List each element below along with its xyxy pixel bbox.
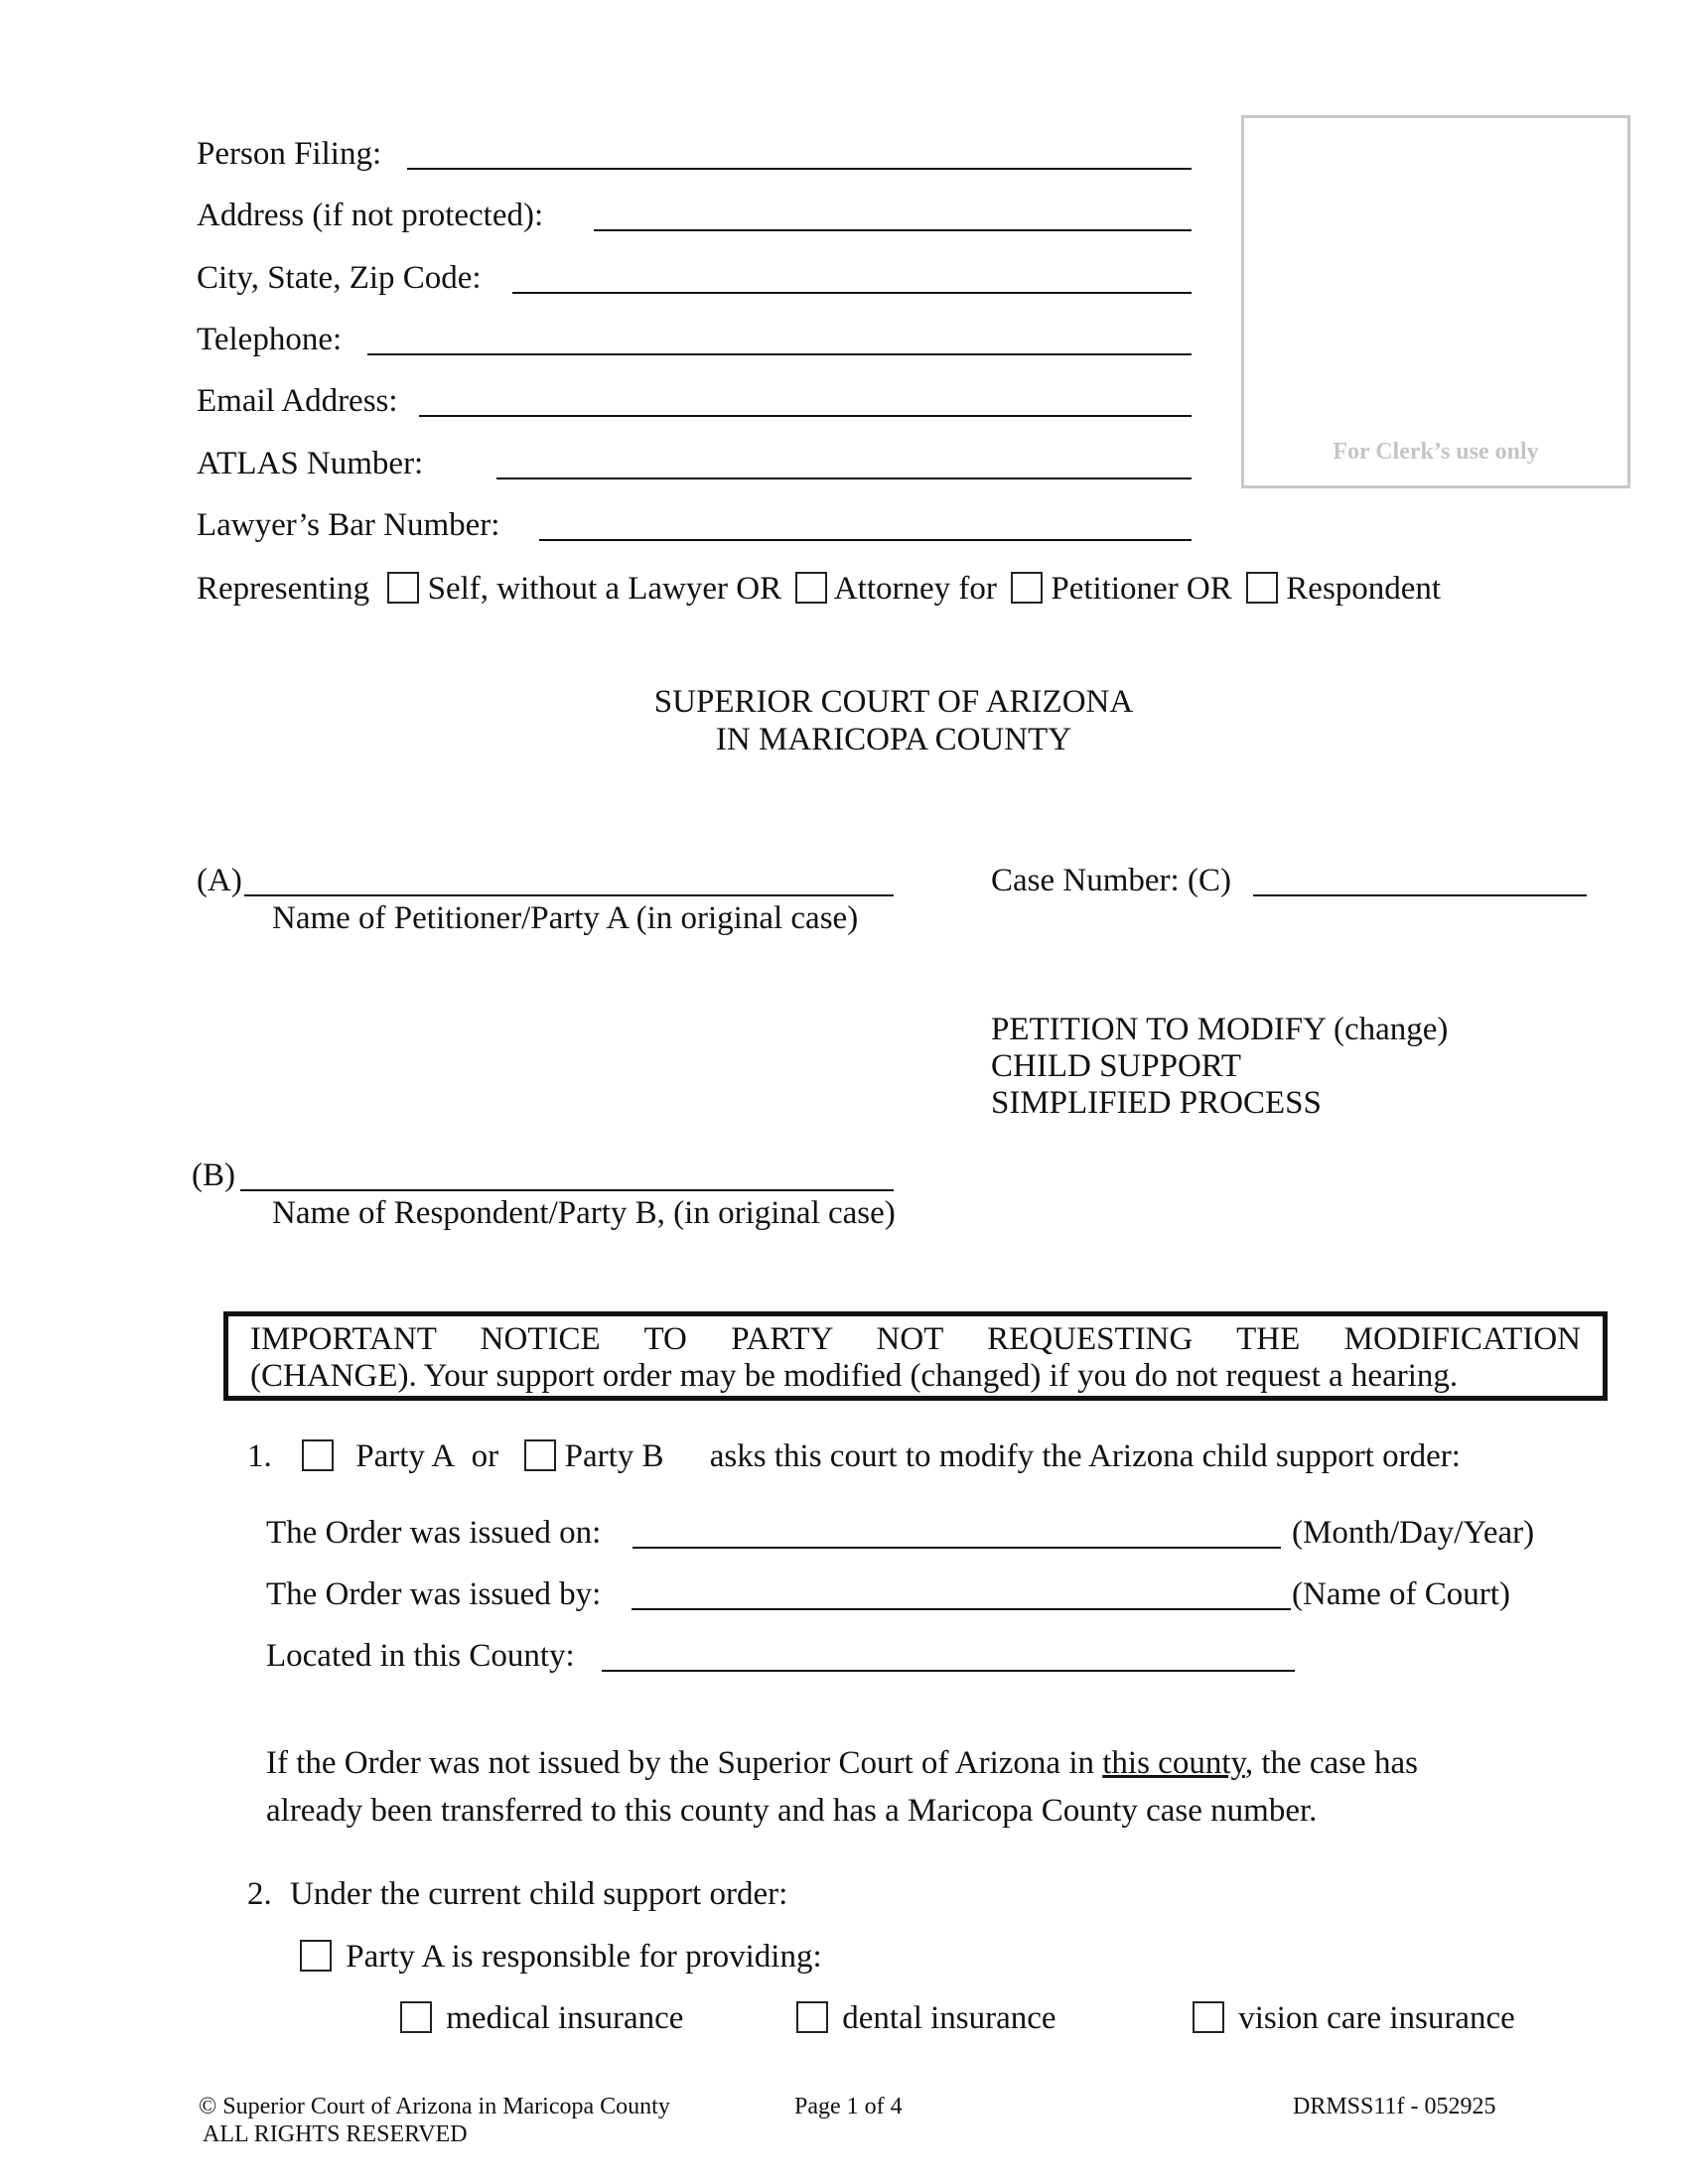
dental-option: [796, 2001, 1056, 2035]
document-title-line2: CHILD SUPPORT: [991, 1048, 1241, 1084]
important-notice-box: [223, 1311, 1608, 1401]
respondent-option-label: Respondent: [1286, 571, 1442, 607]
issued-by-label: The Order was issued by:: [266, 1576, 602, 1612]
party-a-prefix: (A): [197, 863, 242, 898]
vision-option: [1193, 2001, 1515, 2035]
self-checkbox[interactable]: [387, 572, 419, 604]
party-b-name-line[interactable]: [240, 1189, 894, 1191]
transfer-paragraph: [266, 1739, 1557, 1835]
bar-number-label: Lawyer’s Bar Number:: [197, 507, 500, 543]
item1-party-a-label: Party A: [355, 1438, 454, 1474]
telephone-line[interactable]: [367, 353, 1192, 355]
medical-checkbox[interactable]: [400, 2001, 432, 2033]
this-county-underlined: this county: [1102, 1745, 1245, 1781]
issued-by-hint: (Name of Court): [1292, 1576, 1510, 1612]
medical-option: [400, 2001, 683, 2035]
bar-number-line[interactable]: [539, 539, 1192, 541]
document-title-line1: PETITION TO MODIFY (change): [991, 1012, 1449, 1047]
respondent-checkbox[interactable]: [1246, 572, 1278, 604]
city-state-zip-line[interactable]: [512, 292, 1192, 294]
case-number-label: Case Number: (C): [991, 863, 1231, 898]
clerk-use-label: For Clerk’s use only: [1333, 439, 1539, 465]
transfer-paragraph-line2: already been transferred to this county and has a Maricopa County case number.: [266, 1793, 1318, 1829]
dental-label: dental insurance: [842, 2000, 1056, 2036]
party-a-provides-row: [300, 1940, 822, 1974]
email-line[interactable]: [419, 415, 1192, 417]
item1-request-text: asks this court to modify the Arizona child support order:: [709, 1438, 1461, 1474]
petitioner-option-label: Petitioner OR: [1051, 571, 1232, 607]
party-b-caption: Name of Respondent/Party B, (in original case): [272, 1195, 896, 1231]
issued-by-line[interactable]: [632, 1608, 1291, 1610]
item1-row: [247, 1439, 1461, 1473]
notice-line1: IMPORTANT NOTICE TO PARTY NOT REQUESTING THE MODIFICATION: [250, 1321, 1581, 1357]
atlas-line[interactable]: [496, 478, 1192, 479]
item1-party-b-checkbox[interactable]: [524, 1439, 556, 1471]
court-name: SUPERIOR COURT OF ARIZONA: [653, 684, 1134, 720]
issued-on-hint: (Month/Day/Year): [1292, 1515, 1535, 1551]
representing-row: [197, 572, 1441, 606]
party-b-prefix: (B): [192, 1158, 235, 1193]
party-a-provides-checkbox[interactable]: [300, 1940, 332, 1972]
document-title-line3: SIMPLIFIED PROCESS: [991, 1085, 1322, 1121]
attorney-checkbox[interactable]: [795, 572, 827, 604]
address-line[interactable]: [594, 229, 1192, 231]
issued-on-line[interactable]: [633, 1547, 1281, 1549]
party-a-provides-label: Party A is responsible for providing:: [346, 1939, 822, 1975]
address-label: Address (if not protected):: [197, 198, 544, 233]
vision-label: vision care insurance: [1238, 2000, 1515, 2036]
petitioner-checkbox[interactable]: [1011, 572, 1043, 604]
case-number-line[interactable]: [1253, 894, 1587, 896]
representing-label: Representing: [197, 571, 370, 607]
clerk-use-box: [1241, 115, 1630, 488]
city-state-zip-label: City, State, Zip Code:: [197, 260, 482, 296]
telephone-label: Telephone:: [197, 322, 343, 357]
person-filing-line[interactable]: [407, 168, 1192, 170]
county-label: Located in this County:: [266, 1638, 575, 1674]
court-county: IN MARICOPA COUNTY: [715, 722, 1072, 757]
item1-party-a-checkbox[interactable]: [302, 1439, 334, 1471]
footer-page-number: Page 1 of 4: [794, 2094, 903, 2119]
person-filing-label: Person Filing:: [197, 136, 382, 172]
atlas-label: ATLAS Number:: [197, 446, 424, 481]
dental-checkbox[interactable]: [796, 2001, 828, 2033]
issued-on-label: The Order was issued on:: [266, 1515, 602, 1551]
footer-rights: ALL RIGHTS RESERVED: [203, 2121, 468, 2147]
county-line[interactable]: [602, 1670, 1295, 1672]
footer-copyright: © Superior Court of Arizona in Maricopa County: [199, 2094, 670, 2119]
item2-text: Under the current child support order:: [290, 1876, 788, 1912]
attorney-option-label: Attorney for: [833, 571, 997, 607]
self-option-label: Self, without a Lawyer OR: [427, 571, 782, 607]
party-a-name-line[interactable]: [244, 894, 894, 896]
transfer-paragraph-end: , the case has: [1244, 1745, 1418, 1781]
item2-row: [247, 1878, 787, 1911]
party-a-caption: Name of Petitioner/Party A (in original case): [272, 900, 859, 936]
footer-form-code: DRMSS11f - 052925: [1293, 2094, 1496, 2119]
notice-line2: (CHANGE). Your support order may be modified (changed) if you do not request a hearing.: [250, 1358, 1459, 1394]
email-label: Email Address:: [197, 383, 398, 419]
transfer-paragraph-start: If the Order was not issued by the Superior Court of Arizona in: [266, 1745, 1103, 1781]
item1-party-b-label: Party B: [564, 1438, 664, 1474]
medical-label: medical insurance: [446, 2000, 684, 2036]
item1-number: 1.: [247, 1438, 272, 1474]
vision-checkbox[interactable]: [1193, 2001, 1224, 2033]
item1-or: or: [471, 1438, 499, 1474]
item2-number: 2.: [247, 1876, 272, 1912]
